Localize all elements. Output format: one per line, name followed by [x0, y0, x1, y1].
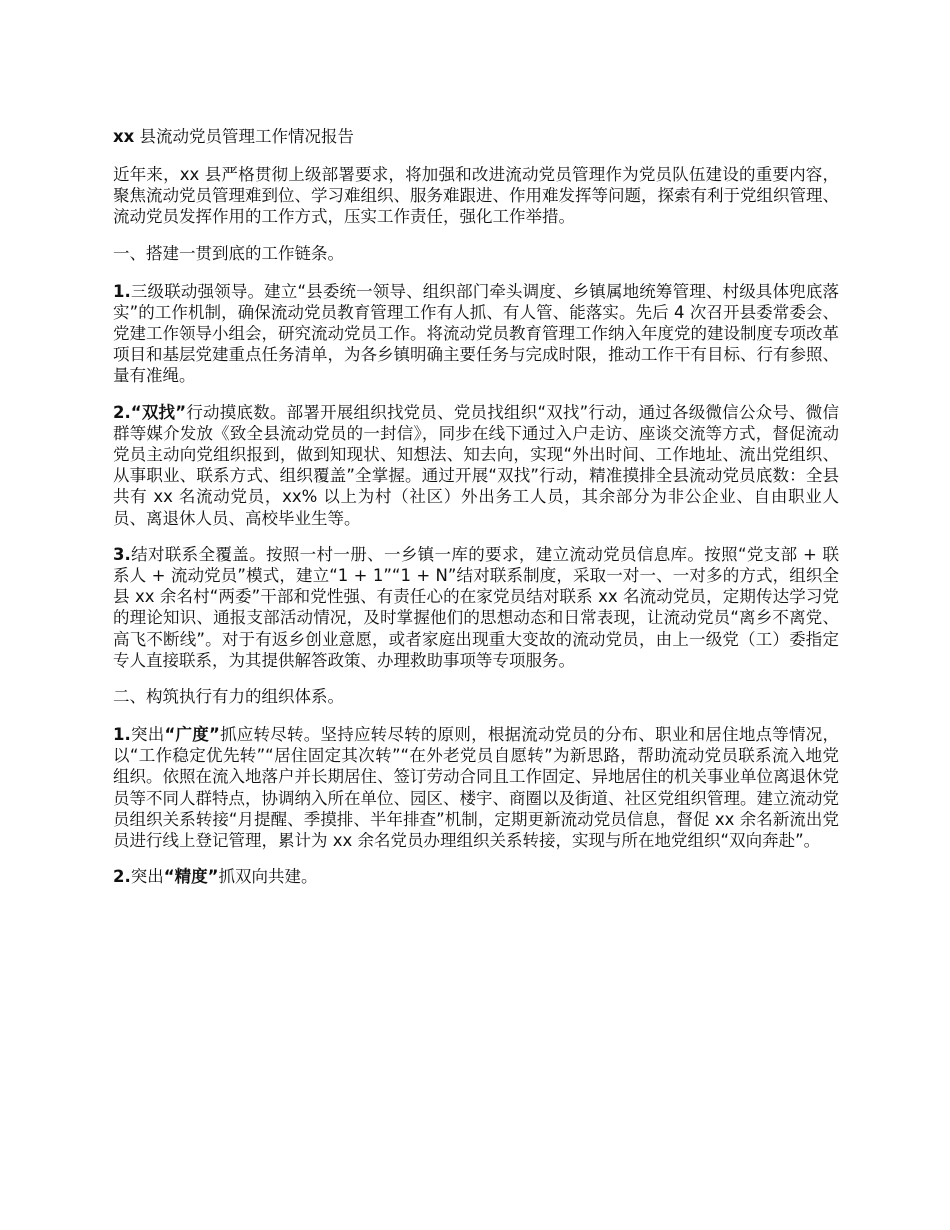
section-2-heading: 二、构筑执行有力的组织体系。 [113, 687, 344, 707]
title-text: 县流动党员管理工作情况报告 [134, 127, 355, 146]
item-text: 行动摸底数。部署开展组织找党员、党员找组织“双找”行动，通过各级微信公众号、微信群等媒介发放《致全县流动党员的一封信》，同步在线下通过入户走访、座谈交流等方式，督促流动党员主动向党组织报到，做到知现状、知想法、知去向，实现“外出时间、工作地址、流出党组织、从事职业、联系方式、组织覆盖”全掌握。通过开展“双找”行动，精准摸排全县流动党员底数：全县共有 xx 名流动党员，xx% 以上为村（社区）外出务工人员，其余部分为非公企业、自由职业人员、离退休人员、高校毕业生等。 [113, 402, 839, 528]
section-2-item-1 [113, 724, 839, 851]
title-prefix: xx [113, 127, 135, 146]
item-bold-keyword: “双找” [130, 402, 187, 422]
item-pre-text: 突出 [130, 725, 165, 745]
item-pre-text: 突出 [130, 867, 164, 887]
item-number: 2. [113, 402, 131, 422]
section-1-item-3 [113, 544, 839, 671]
section-1-item-1 [113, 281, 839, 387]
section-2-item-2 [113, 866, 839, 887]
item-number: 1. [113, 725, 131, 745]
item-text: 三级联动强领导。建立“县委统一领导、组织部门牵头调度、乡镇属地统筹管理、村级具体兜底落实”的工作机制，确保流动党员教育管理工作有人抓、有人管、能落实。先后 4 次召开县委常委会、党建工作领导小组会，研究流动党员工作。将流动党员教育管理工作纳入年度党的建设制度专项改革项目和基层党建重点任务清单，为各乡镇明确主要任务与完成时限，推动工作干有目标、行有参照、量有准绳。 [113, 281, 839, 386]
item-number: 2. [113, 867, 131, 887]
item-number: 1. [113, 281, 131, 301]
item-text: 抓双向共建。 [218, 867, 318, 887]
section-1-item-2 [113, 402, 839, 529]
item-bold-keyword: “广度” [164, 725, 220, 745]
item-number: 3. [113, 544, 131, 564]
item-text: 抓应转尽转。坚持应转尽转的原则，根据流动党员的分布、职业和居住地点等情况，以“工作稳定优先转”“居住固定其次转”“在外老党员自愿转”为新思路，帮助流动党员联系流入地党组织。依照在流入地落户并长期居住、签订劳动合同且工作固定、异地居住的机关事业单位离退休党员等不同人群特点，协调纳入所在单位、园区、楼宇、商圈以及街道、社区党组织管理。建立流动党员组织关系转接“月提醒、季摸排、半年排查”机制，定期更新流动党员信息，督促 xx 余名新流出党员进行线上登记管理，累计为 xx 余名党员办理组织关系转接，实现与所在地党组织“双向奔赴”。 [113, 725, 839, 851]
section-1-heading: 一、搭建一贯到底的工作链条。 [113, 243, 344, 263]
intro-paragraph: 近年来，xx 县严格贯彻上级部署要求，将加强和改进流动党员管理作为党员队伍建设的重要内容，聚焦流动党员管理难到位、学习难组织、服务难跟进、作用难发挥等问题，探索有利于党组织管理、流动党员发挥作用的工作方式，压实工作责任，强化工作举措。 [113, 165, 839, 227]
item-text: 结对联系全覆盖。按照一村一册、一乡镇一库的要求，建立流动党员信息库。按照“党支部 + 联系人 + 流动党员”模式，建立“1 + 1”“1 + N”结对联系制度，采取一对一、一对多的方式，组织全县 xx 余名村“两委”干部和党性强、有责任心的在家党员结对联系 xx 名流动党员，定期传达学习党的理论知识、通报支部活动情况，及时掌握他们的思想动态和日常表现，让流动党员“离乡不离党、高飞不断线”。对于有返乡创业意愿，或者家庭出现重大变故的流动党员，由上一级党（工）委指定专人直接联系，为其提供解答政策、办理救助事项等专项服务。 [113, 544, 839, 670]
document-page [113, 126, 839, 902]
document-title [113, 126, 839, 148]
item-bold-keyword: “精度” [163, 867, 219, 887]
